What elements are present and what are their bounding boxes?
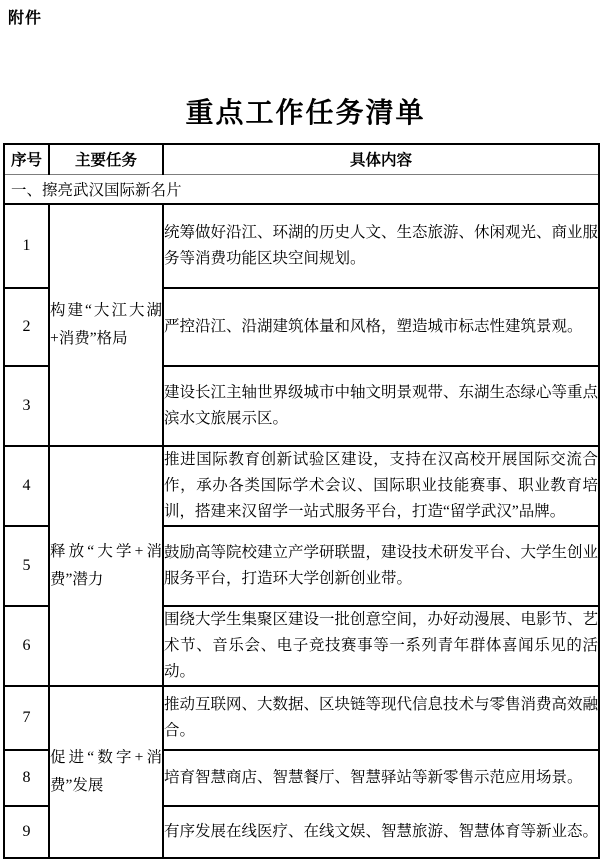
section-row: [4, 174, 599, 204]
attachment-label: 附件: [8, 10, 43, 27]
row-number: 5: [4, 526, 49, 606]
header-cell-no: 序号: [4, 144, 49, 174]
task-group-label: 构建“大江大湖+消费”格局: [49, 204, 163, 446]
task-content: 推进国际教育创新试验区建设，支持在汉高校开展国际交流合作，承办各类国际学术会议、国际职业技能赛事、职业教育培训，搭建来汉留学一站式服务平台，打造“留学武汉”品牌。: [163, 446, 599, 526]
row-number: 6: [4, 606, 49, 686]
header-cell-task: 主要任务: [49, 144, 163, 174]
page-title: 重点工作任务清单: [185, 97, 426, 129]
task-content: 培育智慧商店、智慧餐厅、智慧驿站等新零售示范应用场景。: [163, 750, 599, 806]
row-number: 4: [4, 446, 49, 526]
table-row: [4, 204, 599, 288]
section-title: 一、擦亮武汉国际新名片: [4, 174, 599, 204]
row-number: 9: [4, 806, 49, 858]
task-content: 有序发展在线医疗、在线文娱、智慧旅游、智慧体育等新业态。: [163, 806, 599, 858]
task-content: 建设长江主轴世界级城市中轴文明景观带、东湖生态绿心等重点滨水文旅展示区。: [163, 366, 599, 446]
task-content: 围绕大学生集聚区建设一批创意空间，办好动漫展、电影节、艺术节、音乐会、电子竞技赛事等一系列青年群体喜闻乐见的活动。: [163, 606, 599, 686]
row-number: 2: [4, 288, 49, 366]
table-row: [4, 446, 599, 526]
task-content: 严控沿江、沿湖建筑体量和风格，塑造城市标志性建筑景观。: [163, 288, 599, 366]
task-content: 鼓励高等院校建立产学研联盟，建设技术研发平台、大学生创业服务平台，打造环大学创新创业带。: [163, 526, 599, 606]
row-number: 8: [4, 750, 49, 806]
row-number: 3: [4, 366, 49, 446]
table-header-row: [4, 144, 599, 174]
task-content: 统筹做好沿江、环湖的历史人文、生态旅游、休闲观光、商业服务等消费功能区块空间规划。: [163, 204, 599, 288]
row-number: 1: [4, 204, 49, 288]
table-row: [4, 686, 599, 750]
task-group-label: 释放“大学+消费”潜力: [49, 446, 163, 686]
tasks-table: [3, 143, 600, 859]
header-cell-content: 具体内容: [163, 144, 599, 174]
task-content: 推动互联网、大数据、区块链等现代信息技术与零售消费高效融合。: [163, 686, 599, 750]
row-number: 7: [4, 686, 49, 750]
task-group-label: 促进“数字+消费”发展: [49, 686, 163, 858]
